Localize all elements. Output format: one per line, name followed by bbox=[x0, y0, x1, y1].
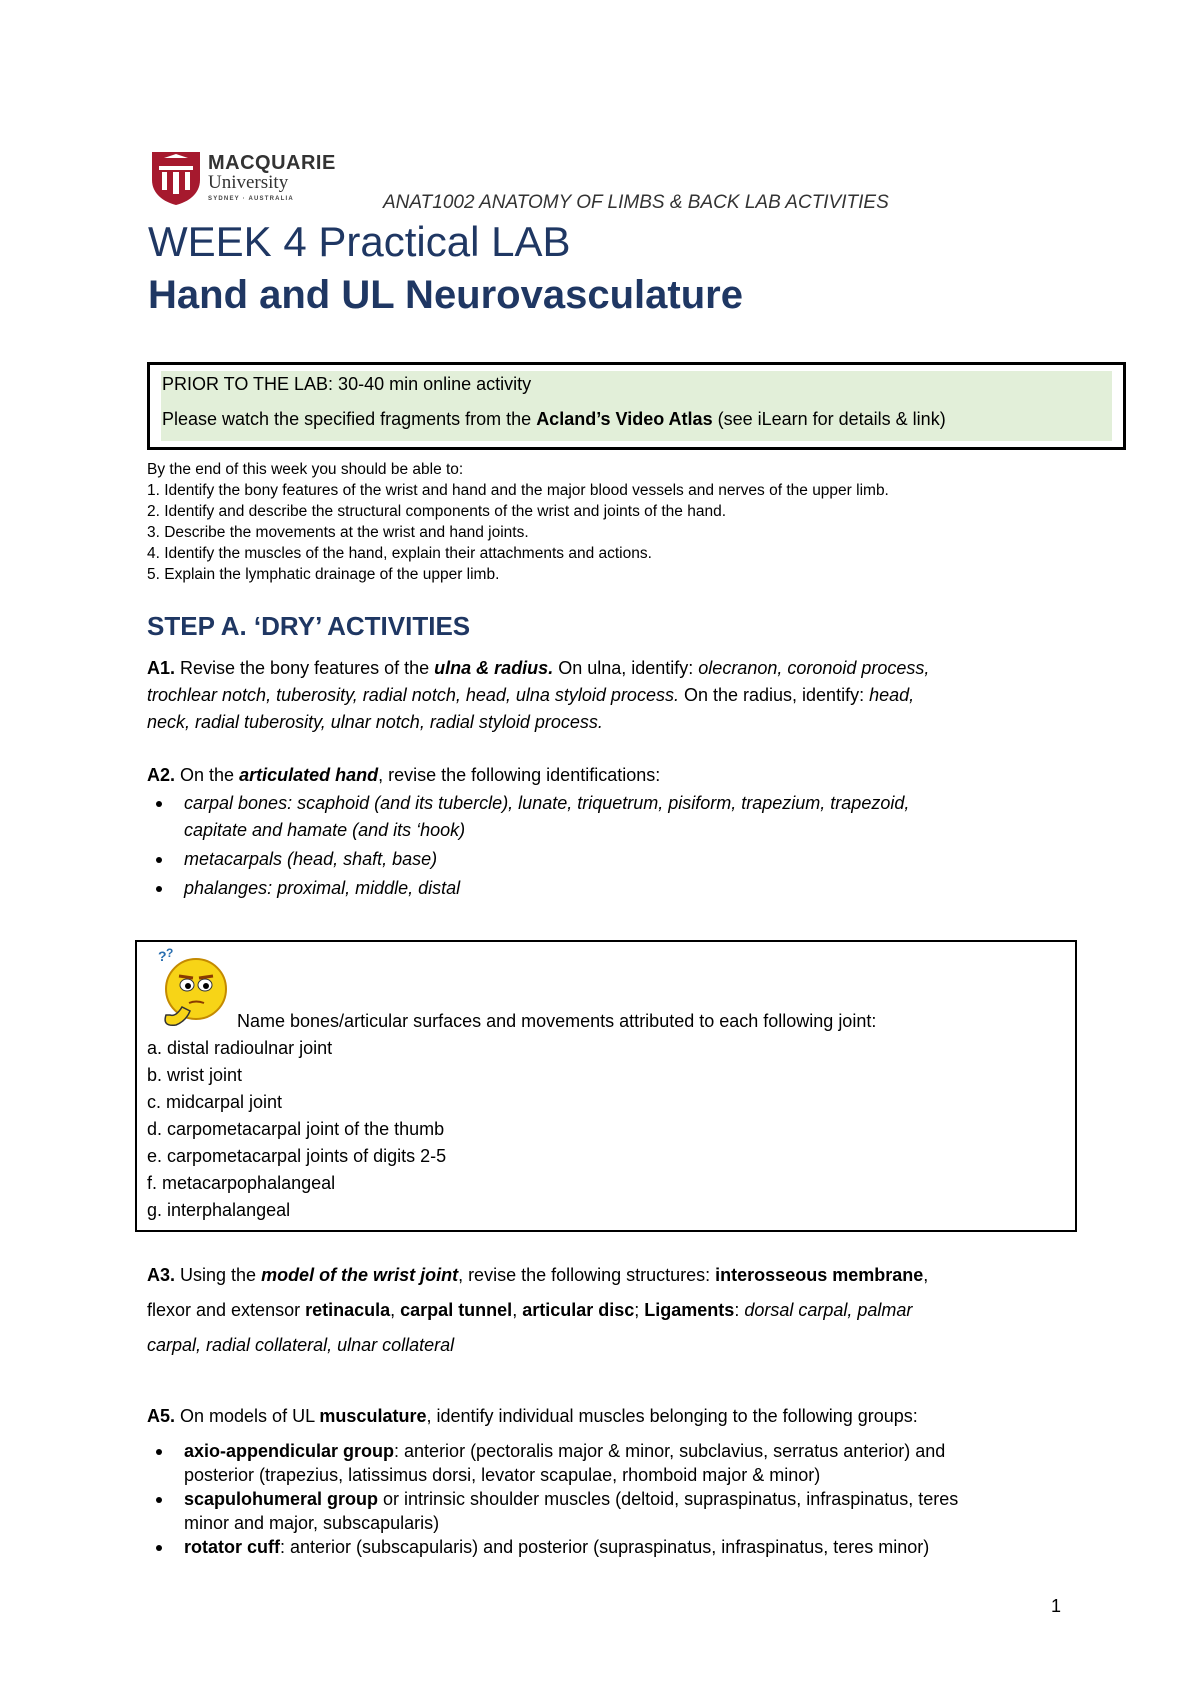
question-item: g. interphalangeal bbox=[147, 1200, 291, 1220]
a1-text: On the radius, identify: bbox=[678, 685, 870, 705]
objective-item: 4. Identify the muscles of the hand, explain their attachments and actions. bbox=[147, 545, 652, 562]
a1-text: On ulna, identify: bbox=[553, 658, 699, 678]
section-heading-step-a: STEP A. ‘DRY’ ACTIVITIES bbox=[147, 611, 471, 641]
a3-line-3 bbox=[147, 1332, 454, 1359]
a2-bullet-phalanges bbox=[184, 875, 460, 902]
question-item: e. carpometacarpal joints of digits 2-5 bbox=[147, 1146, 447, 1166]
a3-bold: carpal tunnel bbox=[400, 1300, 513, 1320]
objective-item: 1. Identify the bony features of the wrist and hand and the major blood vessels and nerves of the upper limb. bbox=[147, 482, 889, 499]
a2-bullet-text: metacarpals (head, shaft, base) bbox=[184, 849, 438, 869]
prior-lab-instruction bbox=[162, 409, 946, 430]
a1-line-2 bbox=[147, 682, 914, 709]
a2-label: A2. bbox=[147, 765, 176, 785]
a1-emphasis: ulna & radius. bbox=[434, 658, 554, 678]
question-item: c. midcarpal joint bbox=[147, 1092, 283, 1112]
bullet bbox=[156, 1545, 162, 1551]
video-atlas-name: Acland’s Video Atlas bbox=[536, 409, 713, 429]
a2-line-1 bbox=[147, 762, 660, 789]
a5-bullet-text: posterior (trapezius, latissimus dorsi, levator scapulae, rhomboid major & minor) bbox=[184, 1465, 821, 1485]
a2-bullet-carpals-cont bbox=[184, 817, 465, 844]
logo-tagline: SYDNEY · AUSTRALIA bbox=[208, 196, 294, 202]
a5-bold: musculature bbox=[319, 1406, 427, 1426]
a3-text: , bbox=[390, 1300, 401, 1320]
question-item: b. wrist joint bbox=[147, 1065, 243, 1085]
a2-text: , revise the following identifications: bbox=[378, 765, 661, 785]
a2-bullet-metacarpals bbox=[184, 846, 437, 873]
a1-text: Revise the bony features of the bbox=[175, 658, 435, 678]
bullet bbox=[156, 1497, 162, 1503]
a3-bold: retinacula bbox=[305, 1300, 391, 1320]
a5-label: A5. bbox=[147, 1406, 176, 1426]
a3-line-2 bbox=[147, 1297, 912, 1324]
bullet bbox=[156, 1449, 162, 1455]
a2-bullet-text: phalanges: proximal, middle, distal bbox=[184, 878, 461, 898]
university-logo bbox=[150, 150, 340, 206]
a5-bullet-axio bbox=[184, 1438, 945, 1465]
a3-bold: Ligaments bbox=[644, 1300, 735, 1320]
a1-italic: head, bbox=[869, 685, 915, 705]
a1-line-3 bbox=[147, 709, 603, 736]
a5-bullet-bold: axio-appendicular group bbox=[184, 1441, 395, 1461]
a3-text: , bbox=[923, 1265, 929, 1285]
a1-italic: neck, radial tuberosity, ulnar notch, radial styloid process. bbox=[147, 712, 603, 732]
a3-line-1 bbox=[147, 1262, 928, 1289]
a2-bullet-text: carpal bones: scaphoid (and its tubercle), lunate, triquetrum, pisiform, trapezium, trapezoid, bbox=[184, 793, 910, 813]
a1-italic: olecranon, coronoid process, bbox=[698, 658, 930, 678]
objective-item: 5. Explain the lymphatic drainage of the upper limb. bbox=[147, 566, 500, 583]
a5-bullet-text: : anterior (pectoralis major & minor, subclavius, serratus anterior) and bbox=[394, 1441, 946, 1461]
a5-bullet-bold: rotator cuff bbox=[184, 1537, 280, 1557]
a3-italic: carpal, radial collateral, ulnar collateral bbox=[147, 1335, 455, 1355]
a5-bullet-scapulohumeral-cont bbox=[184, 1510, 439, 1537]
page-number: 1 bbox=[1051, 1596, 1062, 1616]
a2-bullet-text: capitate and hamate (and its ‘hook) bbox=[184, 820, 466, 840]
objectives-intro: By the end of this week you should be able to: bbox=[147, 461, 464, 478]
objective-item: 3. Describe the movements at the wrist and hand joints. bbox=[147, 524, 529, 541]
a2-text: On the bbox=[175, 765, 240, 785]
course-header: ANAT1002 ANATOMY OF LIMBS & BACK LAB ACTIVITIES bbox=[383, 192, 889, 213]
a3-bold: interosseous membrane bbox=[715, 1265, 924, 1285]
a2-emphasis: articulated hand bbox=[239, 765, 379, 785]
a3-italic: dorsal carpal, palmar bbox=[744, 1300, 913, 1320]
question-item: a. distal radioulnar joint bbox=[147, 1038, 333, 1058]
thinking-face-icon bbox=[156, 945, 230, 1031]
logo-subname: University bbox=[208, 172, 289, 193]
a5-bullet-text: : anterior (subscapularis) and posterior (supraspinatus, infraspinatus, teres minor) bbox=[280, 1537, 930, 1557]
a5-bullet-text: minor and major, subscapularis) bbox=[184, 1513, 440, 1533]
a1-line-1 bbox=[147, 655, 929, 682]
bullet bbox=[156, 886, 162, 892]
a5-text: , identify individual muscles belonging to the following groups: bbox=[426, 1406, 918, 1426]
page-title-week: WEEK 4 Practical LAB bbox=[148, 218, 571, 265]
a3-text: Using the bbox=[175, 1265, 262, 1285]
question-item: d. carpometacarpal joint of the thumb bbox=[147, 1119, 445, 1139]
svg-text:?: ? bbox=[158, 948, 167, 964]
a3-text: , bbox=[512, 1300, 523, 1320]
a3-text: ; bbox=[634, 1300, 645, 1320]
a5-text: On models of UL bbox=[175, 1406, 320, 1426]
prior-text: Please watch the specified fragments from the bbox=[162, 409, 537, 429]
a5-line-1 bbox=[147, 1403, 918, 1430]
a5-bullet-rotator-cuff bbox=[184, 1534, 929, 1561]
a3-label: A3. bbox=[147, 1265, 176, 1285]
objective-item: 2. Identify and describe the structural components of the wrist and joints of the hand. bbox=[147, 503, 727, 520]
a5-bullet-bold: scapulohumeral group bbox=[184, 1489, 379, 1509]
a2-bullet-carpals bbox=[184, 790, 909, 817]
question-prompt: Name bones/articular surfaces and movements attributed to each following joint: bbox=[237, 1011, 877, 1031]
a5-bullet-scapulohumeral bbox=[184, 1486, 958, 1513]
a1-italic: trochlear notch, tuberosity, radial notch, head, ulna styloid process. bbox=[147, 685, 679, 705]
svg-text:?: ? bbox=[166, 946, 174, 960]
a5-bullet-axio-cont bbox=[184, 1462, 820, 1489]
a3-emphasis: model of the wrist joint bbox=[261, 1265, 459, 1285]
page-title: Hand and UL Neurovasculature bbox=[148, 273, 743, 317]
a1-label: A1. bbox=[147, 658, 176, 678]
a3-text: , revise the following structures: bbox=[458, 1265, 716, 1285]
prior-text-end: (see iLearn for details & link) bbox=[712, 409, 946, 429]
question-item: f. metacarpophalangeal bbox=[147, 1173, 336, 1193]
a3-text: : bbox=[734, 1300, 745, 1320]
university-crest-icon bbox=[150, 150, 202, 206]
bullet bbox=[156, 857, 162, 863]
logo-name: MACQUARIE bbox=[208, 152, 336, 174]
a3-bold: articular disc bbox=[522, 1300, 635, 1320]
bullet bbox=[156, 801, 162, 807]
a5-bullet-text: or intrinsic shoulder muscles (deltoid, supraspinatus, infraspinatus, teres bbox=[378, 1489, 959, 1509]
a3-text: flexor and extensor bbox=[147, 1300, 306, 1320]
prior-lab-duration: PRIOR TO THE LAB: 30-40 min online activity bbox=[162, 374, 532, 394]
